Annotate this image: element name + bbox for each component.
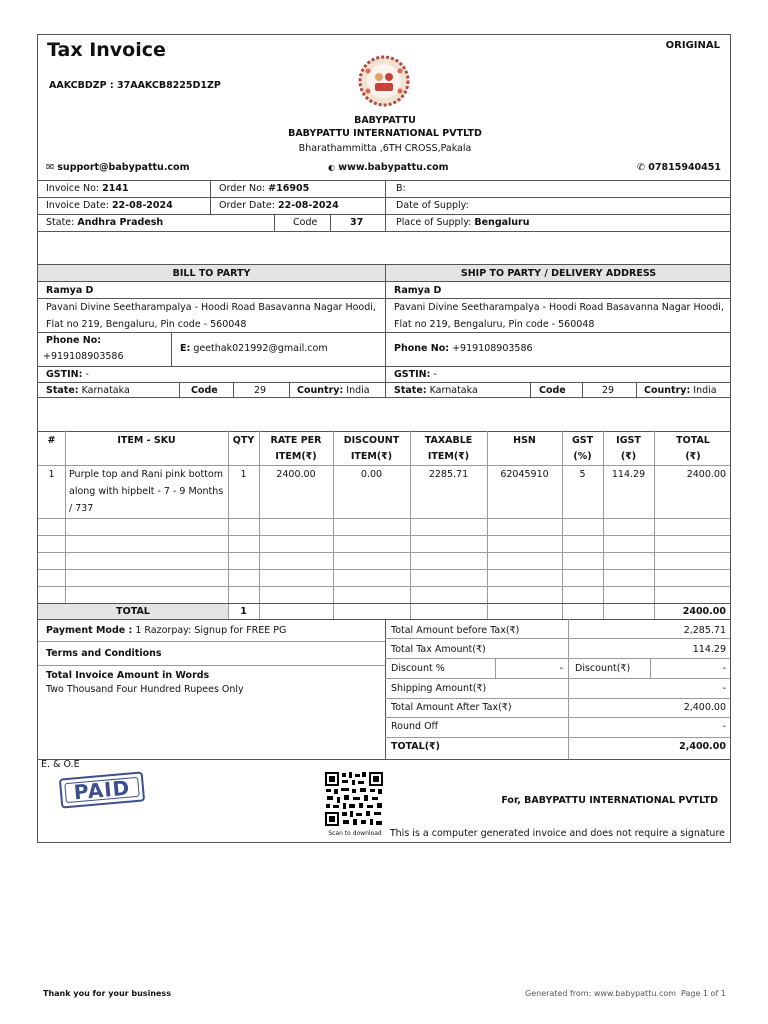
bill-to-email: E: geethak021992@gmail.com [180,343,328,354]
company-address: Bharathammitta ,6TH CROSS,Pakala [298,143,472,154]
grand-total-value: 2,400.00 [679,741,726,752]
amount-words-label: Total Invoice Amount in Words [46,670,210,681]
grand-total-label: TOTAL(₹) [391,741,440,752]
item-gst: 5 [579,469,586,480]
phone-contact [637,162,721,173]
bill-to-state: State: Karnataka [46,385,130,396]
qr-caption: Scan to download [328,830,382,837]
website-text[interactable]: www.babypattu.com [338,162,449,173]
before-tax-value: 2,285.71 [683,625,726,636]
ship-to-name: Ramya D [394,285,442,296]
gst-reference: AAKCBDZP : 37AAKCB8225D1ZP [49,80,221,91]
company-name: BABYPATTU INTERNATIONAL PVTLTD [288,128,482,139]
globe-icon: ◐ [328,163,335,172]
round-off-label: Round Off [391,721,439,732]
invoice-no: Invoice No: 2141 [46,183,129,194]
eoe-note: E. & O.E [41,759,80,770]
item-igst: 114.29 [611,469,646,480]
mail-icon: ✉ [46,162,54,173]
for-company: For, BABYPATTU INTERNATIONAL PVTLTD [501,795,718,806]
col-sku: ITEM - SKU [117,435,176,446]
order-no: Order No: #16905 [219,183,310,194]
col-total: TOTAL (₹) [676,435,710,462]
bill-to-code: 29 [254,385,267,396]
tax-label: Total Tax Amount(₹) [391,644,486,655]
ship-to-gstin: GSTIN: - [394,369,437,380]
generated-from: Generated from: www.babypattu.com [525,989,677,998]
bill-to-gstin: GSTIN: - [46,369,89,380]
discount-pct-label: Discount % [391,663,445,674]
ship-to-phone: Phone No: +919108903586 [394,343,533,354]
date-of-supply: Date of Supply: [396,200,469,211]
email-text[interactable]: support@babypattu.com [57,162,190,173]
company-logo [358,55,410,107]
phone-text: 07815940451 [648,162,721,173]
item-sku: Purple top and Rani pink bottom along with hipbelt - 7 - 9 Months / 737 [69,469,224,514]
discount-amt-label: Discount(₹) [575,663,631,674]
col-hsn: HSN [513,435,536,446]
discount-pct-value: - [559,663,563,674]
item-total: 2400.00 [686,469,726,480]
after-tax-value: 2,400.00 [683,702,726,713]
payment-mode: Payment Mode : 1 Razorpay: Signup for FREE PG [46,625,287,636]
brand-name: BABYPATTU [354,115,416,126]
bill-to-heading: BILL TO PARTY [172,268,251,279]
item-discount: 0.00 [360,469,383,480]
shipping-value: - [722,683,726,694]
col-rate: RATE PER ITEM(₹) [270,435,322,462]
round-off-value: - [722,721,726,732]
signature-note: This is a computer generated invoice and does not require a signature [389,828,725,839]
invoice-frame [37,34,731,843]
ship-to-address-line2: Flat no 219, Bengaluru, Pin code - 560048 [394,319,595,330]
seller-code: 37 [350,217,364,228]
col-qty: QTY [232,435,255,446]
b-field: B: [396,183,406,194]
item-rate: 2400.00 [276,469,316,480]
copy-label: ORIGINAL [665,40,720,51]
email-contact [46,162,189,173]
after-tax-label: Total Amount After Tax(₹) [391,702,512,713]
col-discount: DISCOUNT ITEM(₹) [343,435,400,462]
seller-code-label: Code [293,217,318,228]
total-amount: 2400.00 [682,606,726,617]
col-num: # [47,435,56,446]
before-tax-label: Total Amount before Tax(₹) [391,625,520,636]
terms-heading: Terms and Conditions [46,648,162,659]
item-hsn: 62045910 [500,469,549,480]
invoice-title: Tax Invoice [47,39,166,61]
ship-to-heading: SHIP TO PARTY / DELIVERY ADDRESS [460,268,657,279]
website-contact [328,162,449,173]
discount-amt-value: - [722,663,726,674]
tax-value: 114.29 [692,644,726,655]
amount-words: Two Thousand Four Hundred Rupees Only [46,684,244,695]
shipping-label: Shipping Amount(₹) [391,683,487,694]
thanks-note: Thank you for your business [43,989,171,998]
bill-to-code-label: Code [191,385,218,396]
bill-to-phone: +919108903586 [43,351,124,362]
qr-code[interactable] [324,771,384,827]
order-date: Order Date: 22-08-2024 [219,200,339,211]
item-qty: 1 [240,469,247,480]
col-taxable: TAXABLE ITEM(₹) [424,435,473,462]
ship-to-code: 29 [602,385,615,396]
col-gst: GST (%) [571,435,594,462]
ship-to-address-line1: Pavani Divine Seetharampalya - Hoodi Road Basavanna Nagar Hoodi, [394,302,724,313]
bill-to-address-line1: Pavani Divine Seetharampalya - Hoodi Road Basavanna Nagar Hoodi, [46,302,376,313]
bill-to-address-line2: Flat no 219, Bengaluru, Pin code - 560048 [46,319,247,330]
place-of-supply: Place of Supply: Bengaluru [396,217,530,228]
page-number: Page 1 of 1 [681,989,726,998]
ship-to-state: State: Karnataka [394,385,478,396]
item-taxable: 2285.71 [428,469,469,480]
total-label: TOTAL [116,606,150,617]
ship-to-code-label: Code [539,385,566,396]
seller-state: State: Andhra Pradesh [46,217,164,228]
phone-icon: ✆ [637,162,645,173]
total-qty: 1 [240,606,247,617]
item-num: 1 [48,469,55,480]
ship-to-country: Country: India [644,385,717,396]
invoice-date: Invoice Date: 22-08-2024 [46,200,173,211]
bill-to-phone-label: Phone No: [46,335,102,346]
paid-stamp: PAID [59,771,145,808]
col-igst: IGST (₹) [616,435,641,462]
bill-to-country: Country: India [297,385,370,396]
bill-to-name: Ramya D [46,285,94,296]
